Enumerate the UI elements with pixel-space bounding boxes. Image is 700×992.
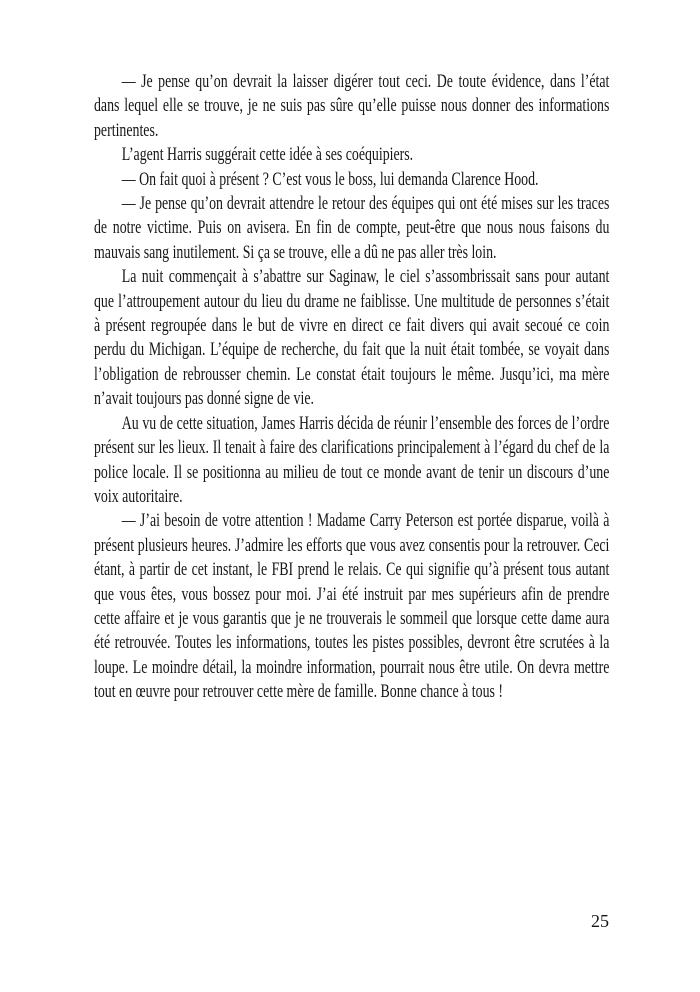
text-block: [94, 70, 609, 705]
paragraph-dialogue-2: — On fait quoi à présent ? C’est vous le boss, lui demanda Clarence Hood.: [121, 168, 539, 190]
paragraph-narration-3: Au vu de cette situation, James Harris décida de réunir l’ensemble des forces de l’ordre présent sur les lieux. Il tenait à faire des clarifications principalement à l’égard du chef de la police locale. Il se positionna au milieu de tout ce monde avant de tenir un discours d’une voix autoritaire.: [94, 412, 610, 507]
page-number: 25: [591, 911, 609, 931]
paragraph-narration-1: L’agent Harris suggérait cette idée à ses coéquipiers.: [121, 144, 414, 166]
paragraph-dialogue-4: — J’ai besoin de votre attention ! Madame Carry Peterson est portée disparue, voilà à présent plusieurs heures. J’admire les efforts que vous avez consentis pour la retrouver. Ceci étant, à partir de cet instant, le FBI prend le relais. Ce qui signifie qu’à présent tous autant que vous êtes, vous bossez pour moi. J’ai été instruit par mes supérieurs afin de prendre cette affaire et je vous garantis que je ne trouverais le sommeil que lorsque cette dame aura été retrouvée. Toutes les informations, toutes les pistes possibles, devront être scrutées à la loupe. Le moindre détail, la moindre information, pourrait nous être utile. On devra mettre tout en œuvre pour retrouver cette mère de famille. Bonne chance à tous !: [94, 510, 610, 703]
paragraph-dialogue-1: — Je pense qu’on devrait la laisser digérer tout ceci. De toute évidence, dans l’état dans lequel elle se trouve, je ne suis pas sûre qu’elle puisse nous donner des informations pertinentes.: [94, 71, 610, 141]
paragraph-dialogue-3: — Je pense qu’on devrait attendre le retour des équipes qui ont été mises sur les traces de notre victime. Puis on avisera. En fin de compte, peut-être que nous nous faisons du mauvais sang inutilement. Si ça se trouve, elle a dû ne pas aller très loin.: [94, 193, 610, 263]
paragraph-narration-2: La nuit commençait à s’abattre sur Saginaw, le ciel s’assombrissait sans pour autant que l’attroupement autour du lieu du drame ne faiblisse. Une multitude de personnes s’était à présent regroupée dans le but de vivre en direct ce fait divers qui avait secoué ce coin perdu du Michigan. L’équipe de recherche, du fait que la nuit était tombée, se voyait dans l’obligation de rebrousser chemin. Le constat était toujours le même. Jusqu’ici, ma mère n’avait toujours pas donné signe de vie.: [94, 266, 610, 410]
